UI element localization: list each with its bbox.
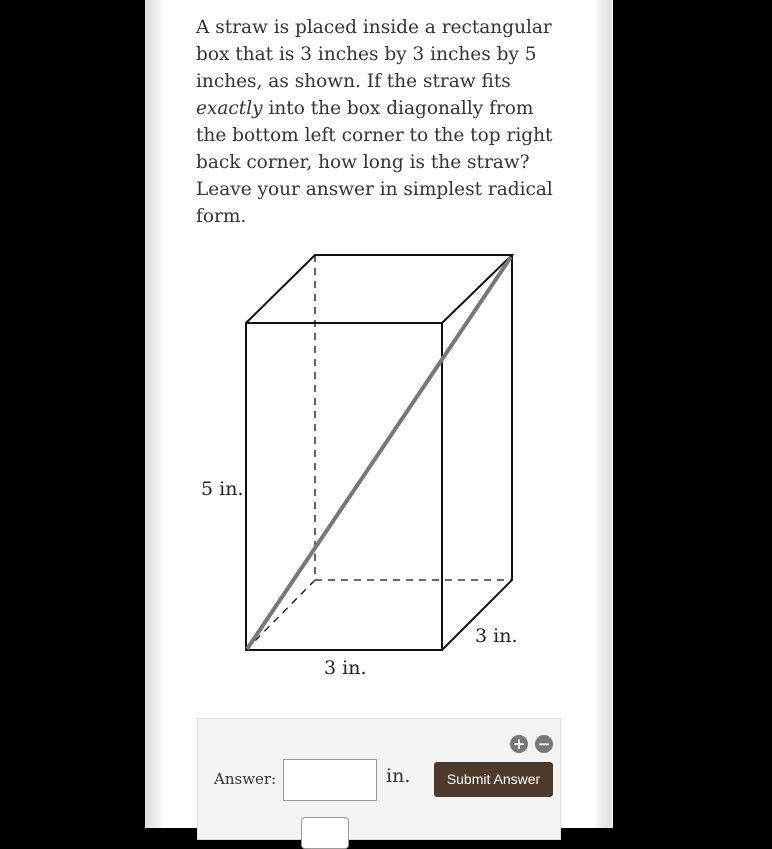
question-part2: into the box diagonally from the bottom left corner to the top right back corner, how long is the straw? Leave your answer in simplest radical form. [196, 98, 553, 227]
question-emphasis: exactly [196, 98, 263, 119]
depth-label: 3 in. [475, 625, 518, 647]
width-label: 3 in. [324, 657, 367, 679]
answer-input[interactable] [283, 759, 377, 801]
answer-area [197, 718, 561, 840]
question-part1: A straw is placed inside a rectangular box that is 3 inches by 3 inches by 5 inches, as shown. If the straw fits [196, 17, 552, 92]
height-label: 5 in. [201, 478, 244, 500]
add-icon[interactable]: + [510, 735, 528, 753]
remove-icon[interactable]: − [535, 735, 553, 753]
box-front-face [246, 323, 442, 650]
straw-diagonal [247, 257, 511, 649]
box-right-edges [442, 255, 512, 650]
secondary-button[interactable] [301, 817, 349, 849]
answer-unit: in. [386, 765, 411, 787]
submit-answer-button[interactable]: Submit Answer [434, 762, 553, 797]
answer-label: Answer: [214, 770, 277, 788]
